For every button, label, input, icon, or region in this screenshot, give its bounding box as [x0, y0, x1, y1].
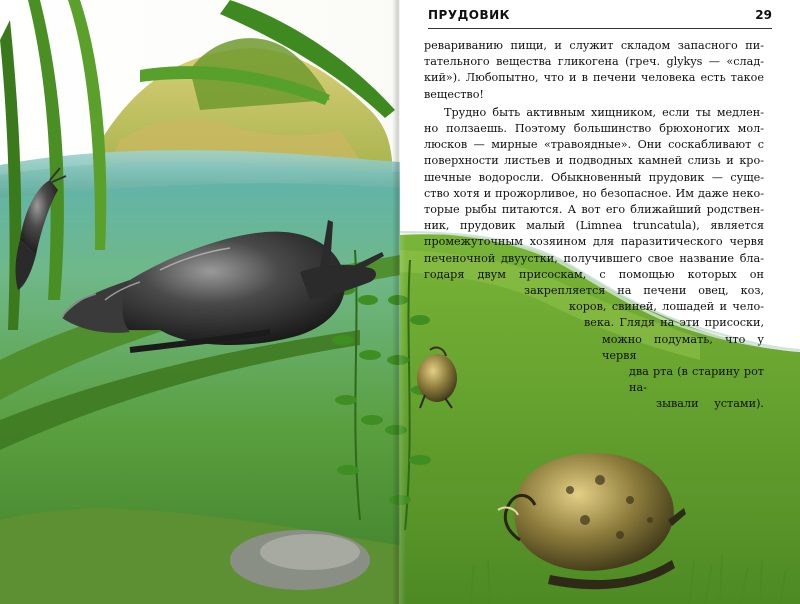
text-line: можно подумать, что у червя: [602, 332, 764, 362]
text-line: шечные водоросли. Обыкновенный прудовик — суще-: [424, 170, 764, 184]
text-line: зывали устами).: [656, 397, 764, 411]
text-line: годаря двум присоскам, с помощью которых он: [424, 267, 764, 281]
text-line: закрепляется на печени овец, коз,: [524, 284, 764, 298]
running-title: ПРУДОВИК: [428, 8, 510, 22]
text-line: коров, свиней, лошадей и чело-: [569, 300, 764, 314]
text-line: но ползаешь. Поэтому большинство брюхоногих мол-: [424, 122, 764, 136]
text-line: века. Глядя на эти присоски,: [584, 316, 764, 330]
text-line: два рта (в старину рот на-: [629, 365, 764, 395]
body-text: [424, 38, 764, 413]
text-line: кий»). Любопытно, что и в печени человека есть такое: [424, 71, 764, 85]
text-line: торые рыбы питаются. А вот его ближайший родствен-: [424, 203, 764, 217]
text-line: ство хотя и прожорливое, но безопасное. Им даже неко-: [424, 186, 764, 200]
text-line: Трудно быть активным хищником, если ты медлен-: [444, 105, 764, 119]
paragraph-2: [424, 105, 764, 413]
paragraph-1: [424, 38, 764, 103]
page-number: 29: [755, 8, 772, 22]
text-line: люсков — мирные «травоядные». Они соскабливают с: [424, 138, 764, 152]
text-line: ник, прудовик малый (Limnea truncatula), является: [424, 219, 764, 233]
text-line: вещество!: [424, 87, 484, 101]
text-line: тательного вещества гликогена (греч. glykys — «слад-: [424, 55, 764, 69]
text-line: поверхности листьев и подводных камней слизь и кро-: [424, 154, 764, 168]
text-line: ревариванию пищи, и служит складом запасного пи-: [424, 39, 764, 52]
header-rule: [428, 28, 772, 29]
text-line: промежуточным хозяином для паразитического червя: [424, 235, 764, 249]
text-line: печеночной двуустки, получившего свое название бла-: [424, 251, 764, 265]
running-header: [428, 6, 772, 28]
